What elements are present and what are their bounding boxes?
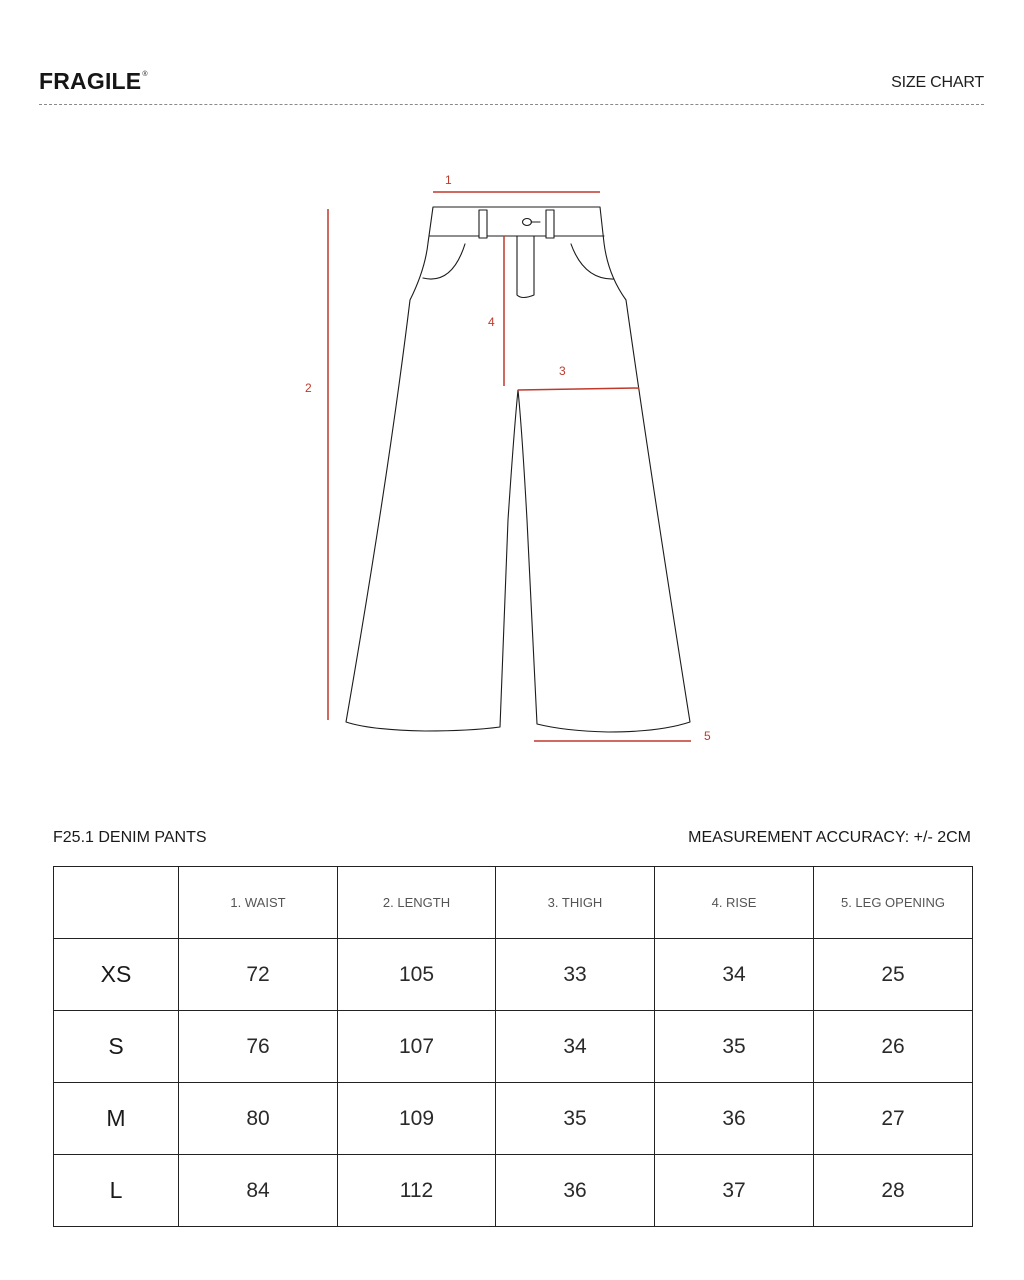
button — [523, 219, 532, 226]
fly-line — [517, 236, 534, 298]
table-cell: 76 — [179, 1011, 338, 1083]
left-pocket — [423, 244, 465, 279]
table-cell: 33 — [496, 939, 655, 1011]
size-label: L — [54, 1155, 179, 1227]
table-corner-cell — [54, 867, 179, 939]
table-cell: 36 — [655, 1083, 814, 1155]
brand-name: FRAGILE — [39, 68, 142, 94]
pants-outline — [346, 207, 690, 732]
table-cell: 34 — [496, 1011, 655, 1083]
table-cell: 28 — [814, 1155, 973, 1227]
table-header-row — [54, 867, 973, 939]
table-cell: 37 — [655, 1155, 814, 1227]
table-cell: 35 — [655, 1011, 814, 1083]
table-cell: 109 — [338, 1083, 496, 1155]
measure-label-5: 5 — [704, 729, 711, 743]
measure-line-thigh — [518, 388, 639, 390]
size-label: XS — [54, 939, 179, 1011]
column-header-length: 2. LENGTH — [338, 867, 496, 939]
table-cell: 27 — [814, 1083, 973, 1155]
registered-mark: ® — [142, 71, 148, 78]
table-cell: 36 — [496, 1155, 655, 1227]
column-header-rise: 4. RISE — [655, 867, 814, 939]
measurement-accuracy: MEASUREMENT ACCURACY: +/- 2CM — [688, 829, 971, 846]
belt-loop — [479, 210, 487, 238]
column-header-waist: 1. WAIST — [179, 867, 338, 939]
measure-label-4: 4 — [488, 315, 495, 329]
table-cell: 80 — [179, 1083, 338, 1155]
table-cell: 35 — [496, 1083, 655, 1155]
table-row — [54, 1083, 973, 1155]
size-label: M — [54, 1083, 179, 1155]
page-title: SIZE CHART — [891, 74, 984, 91]
table-cell: 112 — [338, 1155, 496, 1227]
size-label: S — [54, 1011, 179, 1083]
table-cell: 105 — [338, 939, 496, 1011]
belt-loop — [546, 210, 554, 238]
table-cell: 84 — [179, 1155, 338, 1227]
product-name: F25.1 DENIM PANTS — [53, 829, 207, 846]
table-row — [54, 1011, 973, 1083]
table-row — [54, 1155, 973, 1227]
measure-label-3: 3 — [559, 364, 566, 378]
size-table — [53, 866, 973, 1227]
column-header-leg-opening: 5. LEG OPENING — [814, 867, 973, 939]
table-cell: 107 — [338, 1011, 496, 1083]
table-cell: 26 — [814, 1011, 973, 1083]
table-cell: 72 — [179, 939, 338, 1011]
table-cell: 25 — [814, 939, 973, 1011]
measure-label-1: 1 — [445, 173, 452, 187]
measure-label-2: 2 — [305, 381, 312, 395]
column-header-thigh: 3. THIGH — [496, 867, 655, 939]
table-cell: 34 — [655, 939, 814, 1011]
table-row — [54, 939, 973, 1011]
